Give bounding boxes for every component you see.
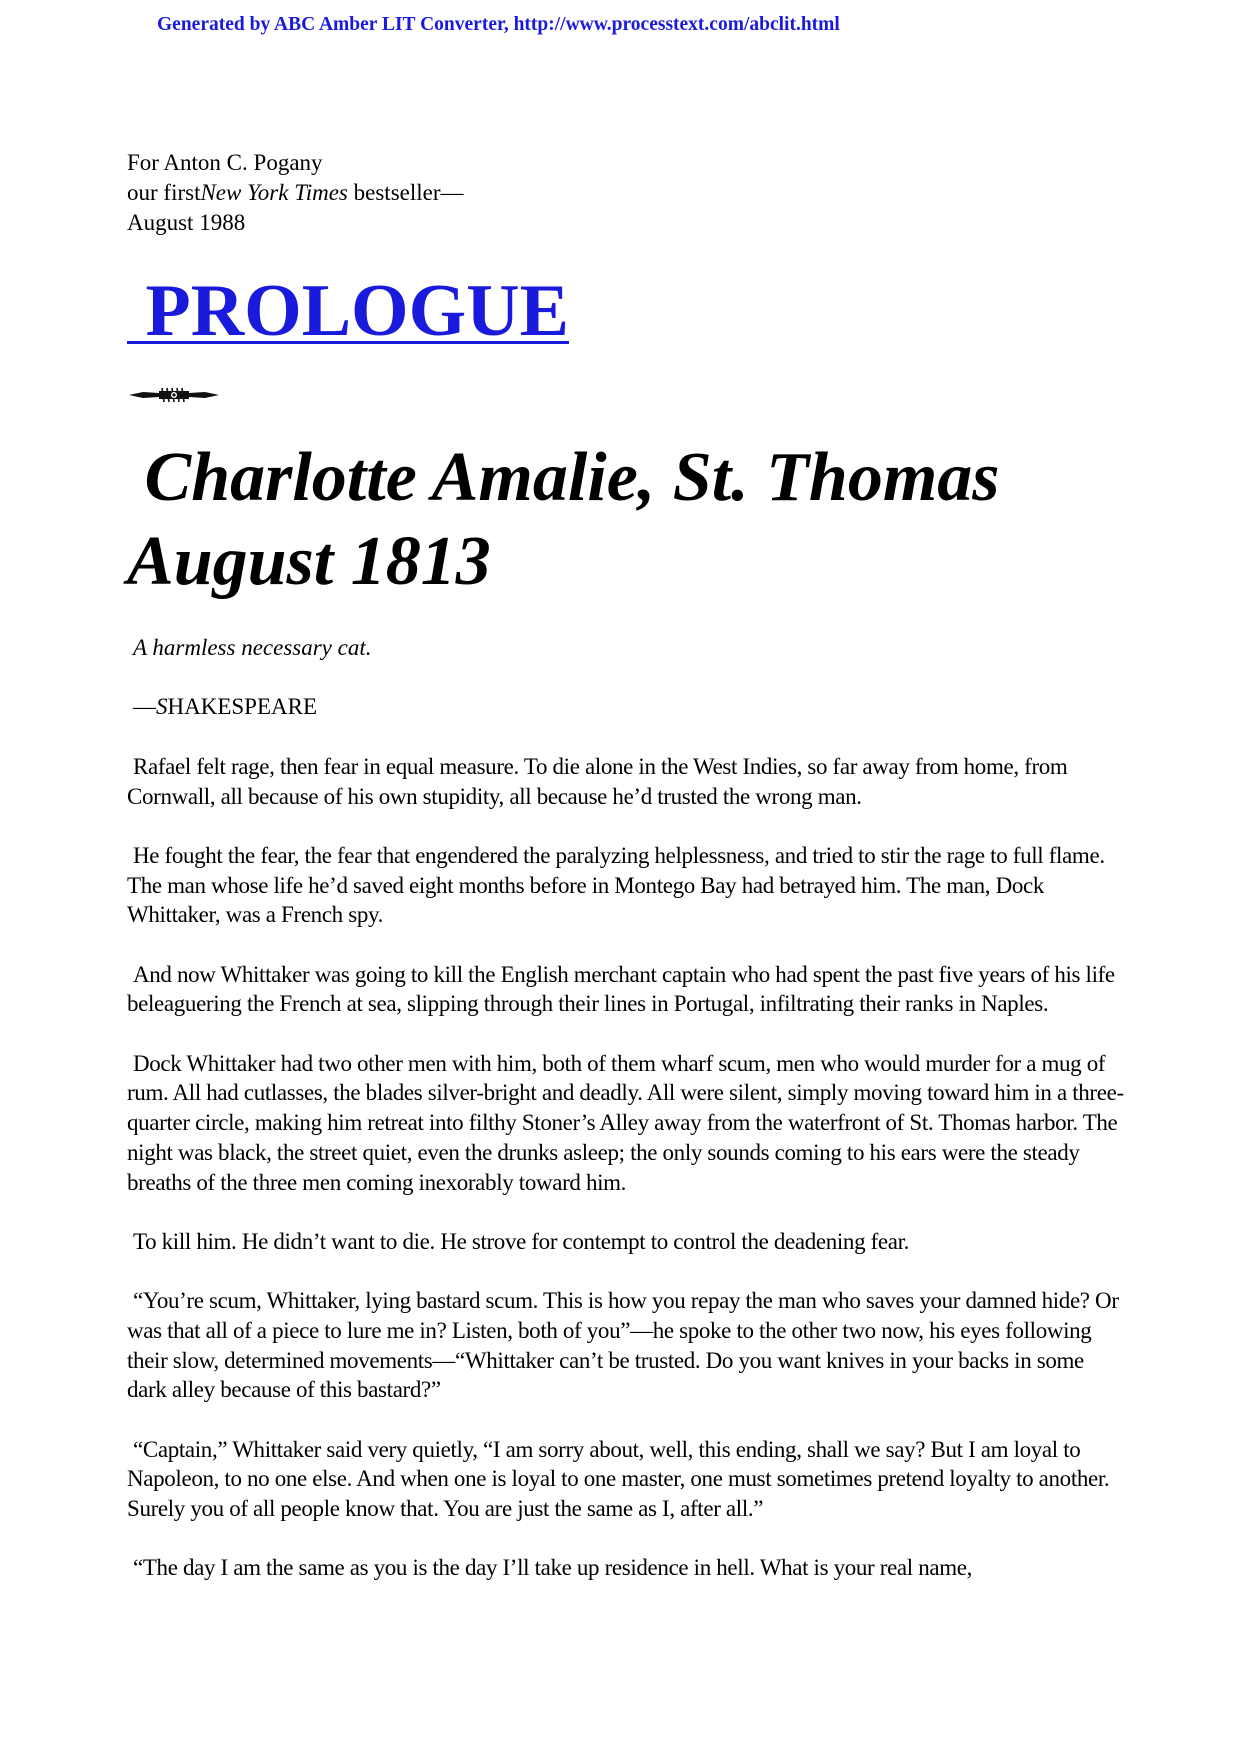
place-heading-line-1: Charlotte Amalie, St. Thomas	[127, 439, 1000, 516]
dedication-line-2-post: bestseller—	[347, 180, 464, 205]
ornamental-divider-icon	[129, 386, 219, 404]
attribution-rest: HAKESPEARE	[167, 694, 318, 719]
body-text	[127, 752, 1127, 1613]
converter-banner-link[interactable]: Generated by ABC Amber LIT Converter, http://www.processtext.com/abclit.html	[157, 14, 840, 35]
place-heading	[127, 436, 1000, 604]
prologue-heading-link[interactable]: PROLOGUE	[127, 270, 569, 352]
dedication-line-2	[127, 178, 464, 208]
paragraph: To kill him. He didn’t want to die. He strove for contempt to control the deadening fear.	[133, 1228, 910, 1254]
paragraph: And now Whittaker was going to kill the English merchant captain who had spent the past five years of his life beleaguering the French at sea, slipping through their lines in Portugal, infiltrating their ranks in Naples.	[127, 961, 1115, 1017]
paragraph: “You’re scum, Whittaker, lying bastard scum. This is how you repay the man who saves your damned hide? Or was that all of a piece to lure me in? Listen, both of you”—he spoke to the other two now, his eyes following their slow, determined movements—“Whittaker can’t be trusted. Do you want knives in your backs in some dark alley because of this bastard?”	[127, 1288, 1119, 1403]
attribution-initial: S	[156, 694, 168, 719]
dedication-line-2-italic: New York Times	[200, 180, 348, 205]
paragraph: Dock Whittaker had two other men with him, both of them wharf scum, men who would murder for a mug of rum. All had cutlasses, the blades silver-bright and deadly. All were silent, simply moving toward him in a three-quarter circle, making him retreat into filthy Stoner’s Alley away from the waterfront of St. Thomas harbor. The night was black, the street quiet, even the drunks asleep; the only sounds coming to his ears were the steady breaths of the three men coming inexorably toward him.	[127, 1050, 1124, 1195]
place-heading-line-2: August 1813	[127, 523, 491, 600]
paragraph: Rafael felt rage, then fear in equal measure. To die alone in the West Indies, so far away from home, from Cornwall, all because of his own stupidity, all because he’d trusted the wrong man.	[127, 754, 1068, 809]
dedication-line-2-pre: our first	[127, 180, 201, 205]
attribution-dash: —	[133, 694, 156, 719]
dedication	[127, 148, 464, 238]
paragraph: “The day I am the same as you is the day I’ll take up residence in hell. What is your real name,	[133, 1555, 973, 1581]
epigraph-attribution	[133, 692, 317, 722]
paragraph: “Captain,” Whittaker said very quietly, “I am sorry about, well, this ending, shall we say? But I am loyal to Napoleon, to no one else. And when one is loyal to one master, one must sometimes pretend loyalty to another. Surely you of all people know that. You are just the same as I, after all.”	[127, 1436, 1110, 1521]
paragraph: He fought the fear, the fear that engendered the paralyzing helplessness, and tried to stir the rage to full flame. The man whose life he’d saved eight months before in Montego Bay had betrayed him. The man, Dock Whittaker, was a French spy.	[127, 843, 1105, 928]
dedication-line-3: August 1988	[127, 210, 246, 235]
dedication-line-1: For Anton C. Pogany	[127, 150, 323, 175]
epigraph-quote: A harmless necessary cat.	[133, 635, 372, 660]
